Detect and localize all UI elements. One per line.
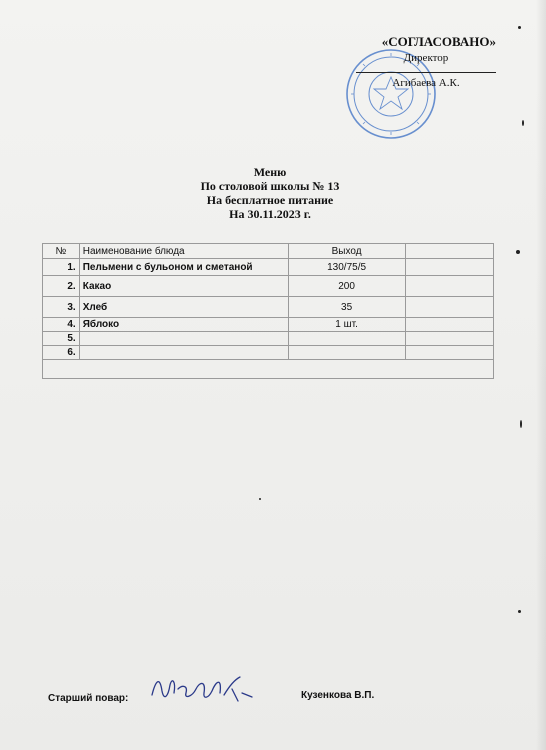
- dish-name: Яблоко: [79, 318, 288, 332]
- empty-cell: [405, 259, 493, 276]
- menu-date: На 30.11.2023 г.: [229, 207, 311, 221]
- approval-title: «СОГЛАСОВАНО»: [381, 34, 496, 49]
- dish-output: 200: [288, 276, 405, 297]
- approval-role: Директор: [403, 52, 449, 64]
- column-header-output: Выход: [288, 244, 405, 259]
- scan-speck: [516, 250, 520, 254]
- table-header-row: [43, 244, 494, 259]
- table-row: [43, 297, 494, 318]
- row-number: 1.: [43, 259, 80, 276]
- dish-name: Пельмени с бульоном и сметаной: [79, 259, 288, 276]
- column-header-number: №: [43, 244, 80, 259]
- row-number: 2.: [43, 276, 80, 297]
- scan-speck: [518, 26, 521, 29]
- menu-school: По столовой школы № 13: [200, 179, 340, 193]
- empty-cell: [405, 318, 493, 332]
- menu-subtitle: На бесплатное питание: [206, 193, 334, 207]
- dish-output: [288, 346, 405, 360]
- dish-output: 130/75/5: [288, 259, 405, 276]
- dish-name: Хлеб: [79, 297, 288, 318]
- scan-speck: [259, 498, 261, 500]
- dish-name: [79, 346, 288, 360]
- chef-label: Старший повар:: [48, 693, 129, 704]
- scan-speck: [518, 610, 521, 613]
- table-row: [43, 318, 494, 332]
- table-row: [43, 332, 494, 346]
- approval-block: [356, 34, 496, 89]
- row-number: 5.: [43, 332, 80, 346]
- row-number: 6.: [43, 346, 80, 360]
- scan-speck: [522, 120, 524, 126]
- empty-cell: [405, 276, 493, 297]
- dish-name: Какао: [79, 276, 288, 297]
- table-row: [43, 346, 494, 360]
- dish-output: 1 шт.: [288, 318, 405, 332]
- row-number: 3.: [43, 297, 80, 318]
- scan-speck: [520, 420, 522, 428]
- dish-output: 35: [288, 297, 405, 318]
- approval-signature-line: [356, 72, 496, 73]
- page-edge-shadow: [536, 0, 546, 750]
- empty-cell: [405, 297, 493, 318]
- dish-name: [79, 332, 288, 346]
- table-row: [43, 259, 494, 276]
- handwritten-signature: [148, 671, 258, 711]
- row-number: 4.: [43, 318, 80, 332]
- dish-output: [288, 332, 405, 346]
- menu-table: [42, 243, 494, 379]
- empty-cell: [405, 346, 493, 360]
- menu-title: Меню: [253, 165, 287, 179]
- chef-name: Кузенкова В.П.: [301, 690, 375, 701]
- column-header-empty: [405, 244, 493, 259]
- approval-name: Агибаева А.К.: [392, 77, 460, 89]
- empty-cell: [405, 332, 493, 346]
- table-row: [43, 276, 494, 297]
- menu-header: [150, 165, 390, 221]
- column-header-dish: Наименование блюда: [79, 244, 288, 259]
- empty-cell: [43, 360, 494, 379]
- table-empty-row: [43, 360, 494, 379]
